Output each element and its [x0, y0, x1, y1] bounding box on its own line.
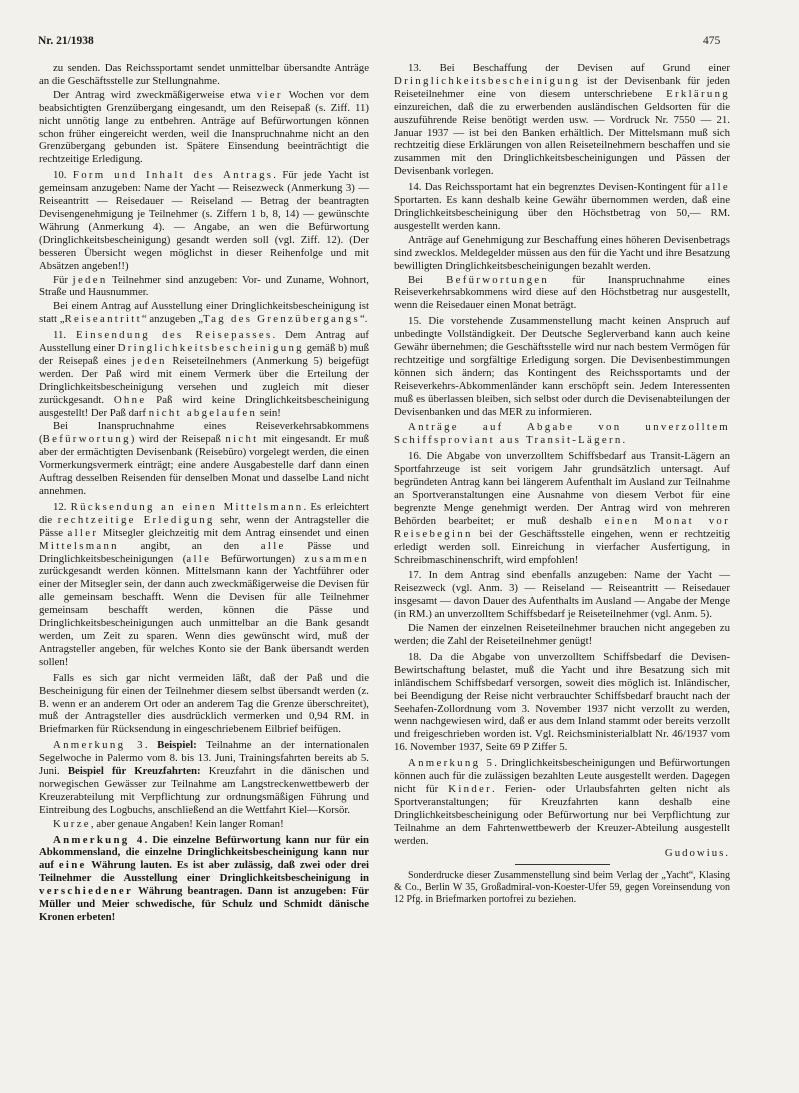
spaced-emphasis: Anmerkung 4 — [53, 833, 145, 846]
paragraph — [394, 315, 730, 418]
text-run: 13. Bei Beschaffung der Devisen auf Grund einer — [408, 62, 730, 74]
spaced-emphasis: jeden — [131, 354, 167, 367]
text-run: Bei — [408, 273, 447, 286]
text-run: für Inanspruchnahme eines Reiseverkehrsabkommens wird diese auf den Höchstbetrag nur ausgestellt, wenn die Reisedauer einen Monat beträgt. — [394, 273, 730, 312]
text-run: sehr, wenn der Antragsteller die Pässe — [39, 513, 369, 539]
text-run: Falls es sich gar nicht vermeiden läßt, daß der Paß und die Bescheinigung für einen der Teilnehmer diesem selbst übersandt werden (z. B. wenn er an anderem Ort oder an anderem Tag die Grenze überschreitet), muß der Antragsteller dies ausdrücklich vermerken und 0,94 RM. in Briefmarken für Rücksendung in eingeschriebenem Eilbrief beifügen. — [39, 671, 369, 736]
spaced-emphasis: Dringlichkeitsbescheinigung — [394, 74, 581, 87]
text-run: . Dem Antrag auf Ausstellung einer — [39, 329, 369, 355]
text-run: Reiseteilnehmers (Anmerkung 5) beigefügt werden. Der Paß wird mit einem Vermerk über die Erteilung der Dringlichkeitsbescheinigung versehen und zugleich mit dieser zurückgesandt. — [39, 354, 369, 406]
spaced-emphasis: Erklärung — [666, 87, 730, 100]
text-run: Kreuzfahrt in die dänischen und norwegischen Gewässer zur Teilnahme am Langstreckenwettbewerb der Kreuzerabteilung mit Verpflichtung zur ordnungsmäßigen Führung und Eintreibung des Logbuchs, anschließend an die Wettfahrt Kiel—Korsör. — [39, 765, 369, 816]
spaced-emphasis: Rücksendung an einen Mittelsmann — [70, 500, 304, 513]
right-column-paragraphs — [394, 62, 730, 847]
text-run: Bei einem Antrag auf Ausstellung einer Dringlichkeitsbescheinigung ist statt „ — [39, 300, 369, 326]
text-run: bei der Geschäftsstelle eingehen, wenn er rechtzeitig erledigt werden soll. Einreichung in vierfacher Ausfertigung, in Schreibmaschinenschrift, wird empfohlen! — [394, 527, 730, 566]
text-run: . — [144, 739, 158, 752]
text-run: Währung beantragen. Dann ist anzugeben: Für Müller und Meier schwedische, für Schulz und Schmidt dänische Kronen erbeten! — [39, 885, 369, 923]
text-run: , aber genaue Angaben! Kein langer Roman! — [90, 817, 284, 830]
footnote — [394, 870, 730, 906]
spaced-emphasis: nicht — [225, 433, 259, 446]
text-run: Befürwortungen) — [211, 552, 305, 565]
spaced-emphasis: Reiseantritt — [64, 313, 142, 326]
text-run: . — [622, 434, 626, 447]
spaced-emphasis: Mittelsmann — [39, 539, 119, 552]
spaced-emphasis: aller — [67, 526, 99, 539]
spaced-emphasis: rechtzeitige Erledigung — [57, 513, 215, 526]
spaced-emphasis: Tag des Grenzübergangs — [203, 313, 361, 326]
spaced-emphasis: Form und Inhalt des Antrags — [72, 169, 274, 182]
paragraph — [39, 329, 369, 419]
paragraph — [394, 181, 730, 233]
text-run: Teilnahme an der internationalen Segelwoche in Palermo vom 8. bis 13. Juni, Trainingsfahrten bereits ab 5. Juni. — [39, 739, 369, 778]
text-run: Die Namen der einzelnen Reiseteilnehmer brauchen nicht angegeben zu werden; die Zahl der Reiseteilnehmer genügt! — [394, 622, 730, 647]
spaced-emphasis: jeden — [72, 273, 108, 286]
spaced-emphasis: vier — [256, 88, 283, 101]
paragraph — [394, 274, 730, 313]
issue-number: Nr. 21/1938 — [38, 35, 94, 47]
text-run: Währung lauten. Es ist aber zulässig, daß zwei oder drei Teilnehmer die Ausstellung einer Dringlichkeitsbescheinigung in — [39, 859, 370, 885]
text-run: . Dringlichkeitsbescheinigungen und Befürwortungen können auch für die zulässigen bezahlten Leute ausgestellt werden. Dagegen nicht für — [394, 757, 730, 795]
spaced-emphasis: Befürwortungen — [446, 273, 550, 286]
text-run: . Ferien- oder Urlaubsfahrten gelten nicht als Sportveranstaltungen; für Kreuzfahrten kann deshalb eine Dringlichkeitsbescheinigung oder Befürwortung nur bei Verpflichtung zur Teilnahme an dem Fahrtenwettbewerb der Kreuzer-Abteilung ausgestellt werden. — [394, 782, 731, 847]
text-run: Der Antrag wird zweckmäßigerweise etwa — [53, 88, 257, 101]
text-run: Anträge auf Genehmigung zur Beschaffung eines höheren Devisenbetrags sind zwecklos. Meldegelder müssen aus den für die Yacht und ihre Besatzung bewilligten Dringlichkeitsbescheinigungen bezahlt werden. — [394, 233, 730, 272]
text-run: Mitsegler gleichzeitig mit dem Antrag einsendet und einen — [98, 526, 369, 539]
spaced-emphasis: alle — [705, 181, 730, 194]
paragraph — [39, 274, 369, 300]
text-run: ) wird der Reisepaß — [130, 433, 226, 446]
bold-emphasis: Beispiel für Kreuzfahrten: — [67, 765, 201, 778]
paragraph — [39, 89, 369, 166]
paragraph — [394, 421, 730, 447]
spaced-emphasis: nicht abgelaufen — [148, 406, 258, 419]
spaced-emphasis: einen Monat vor Reisebeginn — [394, 514, 730, 540]
spaced-emphasis: Anmerkung 5 — [408, 757, 495, 770]
paragraph — [39, 420, 369, 497]
paragraph — [394, 757, 730, 847]
paragraph: zu senden. Das Reichssportamt sendet unmittelbar übersandte Anträge an die Geschäftsstelle zur Stellungnahme. — [39, 62, 369, 87]
paragraph — [39, 300, 369, 326]
text-run: Bei Inanspruchnahme eines Reiseverkehrsabkommens ( — [39, 420, 369, 446]
text-run: zurückgesandt werden können. Mittelsmann kann der Yachtführer oder einer der Mitsegler sein, der dann auch zweckmäßigerweise die Devisen für alle gemeinsam beschafft. Wenn die Devisen für alle Teilnehmer gemeinsam beschafft werden, können die Pässe und Dringlichkeitsbescheinigungen auch unmittelbar an die Bank gesandt werden, um Zeit zu sparen. Wenn dies gewünscht wird, muß der Antragsteller angeben, für welches Konto sie der Bank übersandt werden sollen! — [39, 565, 369, 668]
page-number: 475 — [703, 35, 721, 47]
text-run: 17. In dem Antrag sind ebenfalls anzugeben: Name der Yacht — Reisezweck (vgl. Anm. 3) — Reiseland — Reiseantritt — Reisedauer insgesamt — davon Dauer des Aufenthalts im Ausland — Angabe der Menge (in RM.) an unverzolltem Schiffsbedarf je Reiseteilnehmer (vgl. Anm. 5). — [394, 569, 730, 621]
paragraph — [394, 234, 730, 273]
text-run: 15. Die vorstehende Zusammenstellung macht keinen Anspruch auf unbedingte Vollständigkeit. Der Deutsche Seglerverband kann auch keine Gewähr übernehmen; die Geschäftsstelle wird nur nach bestem Vermögen für rechtzeitige und sorgfältige Erledigung sorgen. Die Devisenbestimmungen können sich ändern; das Kontingent des Reichssportamts und der Reiseverkehrs-Abkommenländer kann erschöpft sein. Jedem Interessenten muß es überlassen bleiben, sich selbst oder durch die Devisenabteilungen der Devisenbanken und das MER zu informieren. — [394, 315, 730, 418]
spaced-emphasis: Kinder — [448, 782, 493, 795]
spaced-emphasis: Anträge auf Abgabe von unverzolltem Schiffsproviant aus Transit-Lägern — [394, 421, 730, 447]
spaced-emphasis: verschiedener — [39, 885, 134, 898]
paragraph — [39, 739, 369, 816]
author-signature: Gudowius. — [664, 847, 730, 860]
text-run: “ anzugeben „ — [141, 313, 204, 326]
spaced-emphasis: alle — [260, 539, 286, 552]
paragraph — [394, 569, 730, 621]
spaced-emphasis: Ohne — [113, 393, 147, 406]
text-run: 18. Da die Abgabe von unverzolltem Schiffsbedarf die Devisen-Bewirtschaftung belastet, muß die Yacht und ihre Besatzung sich mit inländischem Schiffsbedarf versorgen, soweit dies möglich ist. Inländischer, bei Beendigung der Reise nicht verbrauchter Schiffsbedarf braucht nach der Seehafen-Zollordnung vom 3. November 1937 nicht verzollt zu werden, wenn nachgewiesen wird, daß er aus dem Inland stammt oder bereits verzollt und freigeschrieben worden ist. Vgl. Reichsministerialblatt Nr. 46/1937 vom 16. November 1937, Seite 69 P Ziffer 5. — [394, 650, 730, 754]
text-run: Wochen vor dem beabsichtigten Grenzübergang eingesandt, um den Reisepaß (s. Ziff. 11) nicht unnötig lange zu entbehren. Anträge auf Befürwortungen können schon früher eingereicht werden, weil die Inanspruchnahme nicht an den Grenzübergang gebunden ist. Spätere Einsendung beeinträchtigt die rechtzeitige Erledigung. — [39, 88, 369, 166]
text-run: 14. Das Reichssportamt hat ein begrenztes Devisen-Kontingent für — [408, 181, 706, 194]
paragraph — [394, 62, 730, 178]
spaced-emphasis: zusammen — [304, 552, 369, 565]
text-run: 10. — [53, 169, 73, 182]
bold-emphasis: Beispiel: — [157, 739, 197, 752]
paragraph — [39, 672, 369, 737]
text-run: 16. Die Abgabe von unverzolltem Schiffsbedarf aus Transit-Lägern an Sportfahrzeuge ist seit vorigem Jahr grundsätzlich untersagt. Auf begründeten Antrag kann bei längerem Aufenthalt im Ausland zur Teilnahme an Sportveranstaltungen eine Ausnahme von diesem Verbot für eine begrenzte Menge genehmigt werden. Der Antrag wird von mehreren Behörden bearbeitet; er muß deshalb — [394, 450, 730, 527]
right-column — [394, 62, 730, 906]
paragraph — [39, 169, 369, 272]
text-run: angibt, an den — [118, 539, 261, 552]
text-run: . Für jede Yacht ist gemeinsam anzugeben: Name der Yacht — Reisezweck (Anmerkung 3) — Reiseantritt — Reisedauer — Reiseland — Betrag der beantragten Devisengenehmigung je Teilnehmer (s. Ziffern 1 b, 8, 14) — gewünschte Währung (Anmerkung 4). — Angabe, an wen die Befürwortung (Dringlichkeitsbescheinigung) gesandt werden soll (vgl. Ziff. 12). (Der besseren Übersicht wegen möglichst in dieser Reihenfolge und mit Absätzen angeben!!) — [39, 169, 369, 272]
spaced-emphasis: eine — [58, 859, 87, 872]
text-run: . Die einzelne Befürwortung kann nur für ein Abkommensland, die einzelne Dringlichkeitsbescheinigung kann nur auf — [39, 833, 369, 872]
spaced-emphasis: Einsendung des Reisepasses — [75, 329, 273, 342]
text-run: “. — [360, 313, 368, 326]
text-run: gemäß b) muß der Reisepaß eines — [39, 342, 369, 367]
text-run: 12. — [53, 500, 71, 513]
paragraph — [39, 818, 369, 831]
text-run: 11. — [53, 329, 76, 342]
left-column — [39, 62, 369, 925]
spaced-emphasis: Dringlichkeitsbescheinigung — [117, 342, 304, 355]
paragraph — [39, 501, 369, 669]
paragraph — [394, 651, 730, 754]
spaced-emphasis: alle — [186, 552, 212, 565]
footnote-text: Sonderdrucke dieser Zusammenstellung sind beim Verlag der „Yacht“, Klasing & Co., Berlin W 35, Großadmiral-von-Koester-Ufer 59, gegen Voreinsendung von 12 Pfg. in Briefmarken portofrei zu beziehen. — [394, 870, 730, 906]
footnote-divider — [515, 864, 610, 865]
text-run: . Es erleichtert die — [39, 500, 370, 526]
text-run: Pässe und Dringlichkeitsbescheinigungen ( — [39, 539, 369, 565]
spaced-emphasis: Befürwortung — [42, 433, 131, 446]
text-run: einzureichen, daß die zu erwerbenden ausländischen Geldsorten für die auszuführende Reise benötigt werden usw. — Vordruck Nr. 7550 — 21. Januar 1937 — ist bei den Banken erhältlich. Der Mittelsmann muß sich rechtzeitig diese Erklärungen von allen Reiseteilnehmern beschaffen und sie zusammen mit den Dringlichkeitsbescheinigungen und Pässen der Devisenbank vorlegen. — [394, 100, 730, 178]
paragraph — [394, 622, 730, 648]
paragraph — [394, 450, 730, 566]
text-run: ist der Devisenbank für jeden Reiseteilnehmer eine von diesem unterschriebene — [394, 74, 730, 100]
text-run: Teilnehmer sind anzugeben: Vor- und Zuname, Wohnort, Straße und Hausnummer. — [39, 273, 369, 299]
spaced-emphasis: Anmerkung 3 — [53, 739, 145, 752]
text-run: Sportarten. Es kann deshalb keine Gewähr übernommen werden, daß eine Dringlichkeitsbescheinigung über den Höchstbetrag von 50,— RM. ausgestellt werden kann. — [394, 194, 730, 232]
text-run: mit eingesandt. Er muß aber der ermächtigten Devisenbank (Reisebüro) vorgelegt werden, die einen Vormerkungsvermerk einträgt; eine andere Ausgabestelle darf dann einen Auftrag desselben Reisenden für denselben Monat und dasselbe Land nicht annehmen. — [39, 433, 369, 497]
text-run: sein! — [257, 406, 281, 419]
text-run: Für — [53, 273, 73, 286]
text-run: Paß wird keine Dringlichkeitsbescheinigung ausgestellt! Der Paß darf — [39, 393, 369, 419]
spaced-emphasis: Kurze — [53, 817, 91, 830]
paragraph — [39, 834, 369, 924]
